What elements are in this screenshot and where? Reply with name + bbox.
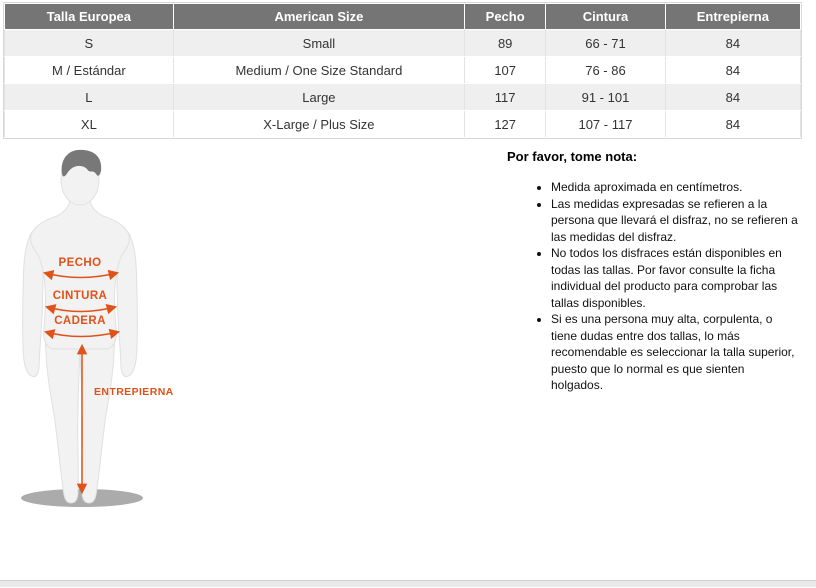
note-item: • Si es una persona muy alta, corpulenta, o tiene dudas entre dos tallas, lo más recomendable es seleccionar la talla superior, puesto que lo normal es que sienten holgados. (551, 311, 799, 394)
inseam-label: ENTREPIERNA (94, 386, 174, 398)
table-row (5, 111, 801, 138)
table-row (5, 57, 801, 84)
hip-label: CADERA (54, 315, 106, 327)
cell-entrepierna: 84 (665, 30, 800, 57)
cell-pecho: 89 (465, 30, 546, 57)
cell-american: Medium / One Size Standard (173, 57, 464, 84)
size-table-container (3, 2, 802, 139)
cell-entrepierna: 84 (665, 84, 800, 111)
table-row (5, 84, 801, 111)
cell-entrepierna: 84 (665, 57, 800, 84)
cell-talla: S (5, 30, 174, 57)
chest-label: PECHO (58, 257, 102, 269)
cell-entrepierna: 84 (665, 111, 800, 138)
table-row (5, 30, 801, 57)
cell-pecho: 117 (465, 84, 546, 111)
column-header-entrepierna: Entrepierna (665, 4, 800, 30)
table-header-row (5, 4, 801, 30)
cell-american: Small (173, 30, 464, 57)
notes-list (507, 179, 799, 394)
right-leg (80, 324, 114, 503)
size-table (4, 3, 801, 138)
note-item: • Las medidas expresadas se refieren a la persona que llevará el disfraz, no se refieren a las medidas del disfraz. (551, 196, 799, 246)
notes-title: Por favor, tome nota: (507, 149, 638, 164)
cell-american: X-Large / Plus Size (173, 111, 464, 138)
cell-cintura: 66 - 71 (546, 30, 665, 57)
notes-section (507, 149, 799, 394)
column-header-cintura: Cintura (546, 4, 665, 30)
cell-cintura: 91 - 101 (546, 84, 665, 111)
cell-cintura: 76 - 86 (546, 57, 665, 84)
body-measurement-diagram (18, 146, 248, 516)
bottom-divider (0, 580, 816, 587)
waist-label: CINTURA (52, 290, 108, 302)
note-item: • No todos los disfraces están disponibles en todas las tallas. Por favor consulte la ficha individual del producto para comprobar las tallas disponibles. (551, 245, 799, 311)
column-header-pecho: Pecho (465, 4, 546, 30)
cell-talla: L (5, 84, 174, 111)
cell-pecho: 107 (465, 57, 546, 84)
cell-cintura: 107 - 117 (546, 111, 665, 138)
cell-pecho: 127 (465, 111, 546, 138)
left-leg (46, 324, 80, 503)
cell-talla: M / Estándar (5, 57, 174, 84)
cell-talla: XL (5, 111, 174, 138)
column-header-american-size: American Size (173, 4, 464, 30)
note-item: • Medida aproximada en centímetros. (551, 179, 799, 196)
column-header-talla-europea: Talla Europea (5, 4, 174, 30)
cell-american: Large (173, 84, 464, 111)
